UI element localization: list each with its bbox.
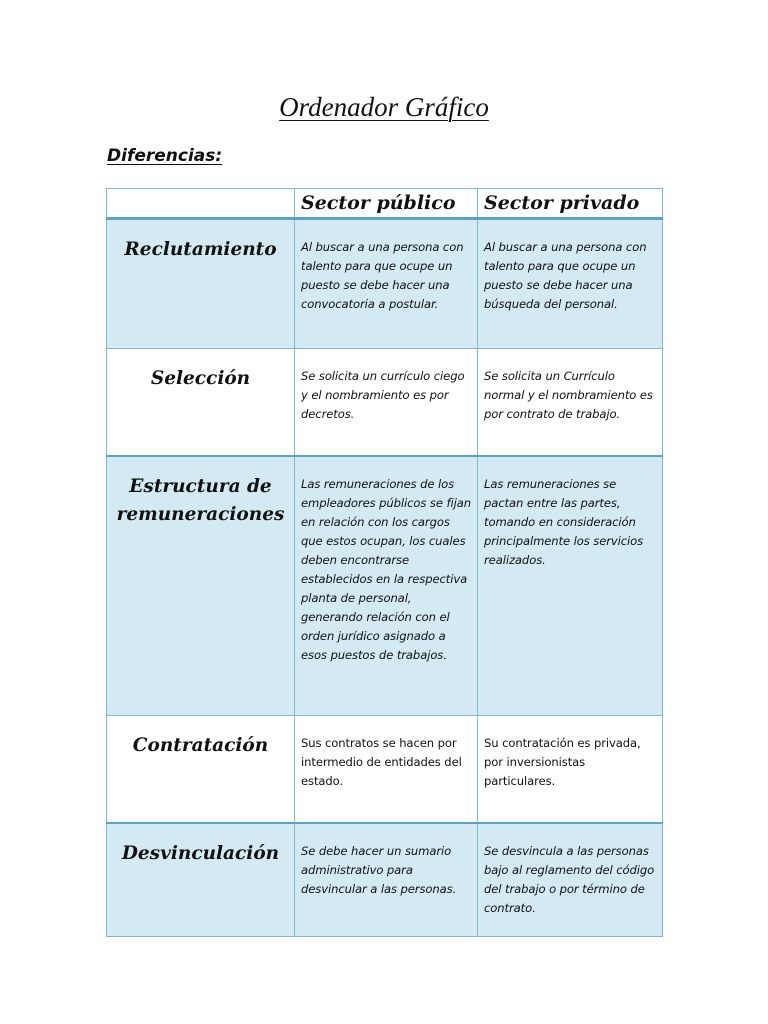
cell-publico: Al buscar a una persona con talento para que ocupe un puesto se debe hacer una convocatoria a postular.: [295, 219, 478, 349]
table-row: [107, 716, 663, 824]
table-header-row: [107, 189, 663, 219]
document-title: Ordenador Gráfico: [279, 92, 489, 122]
header-empty-cell: [107, 189, 295, 219]
cell-privado: Su contratación es privada, por inversionistas particulares.: [478, 716, 663, 824]
section-heading: Diferencias:: [107, 146, 223, 166]
row-label-estructura-remuneraciones: Estructura de remuneraciones: [107, 456, 295, 716]
table-row: [107, 219, 663, 349]
cell-privado: Se desvincula a las personas bajo al reglamento del código del trabajo o por término de contrato.: [478, 823, 663, 937]
row-label-desvinculacion: Desvinculación: [107, 823, 295, 937]
row-label-contratacion: Contratación: [107, 716, 295, 824]
cell-publico: Se debe hacer un sumario administrativo para desvincular a las personas.: [295, 823, 478, 937]
cell-privado: Al buscar a una persona con talento para que ocupe un puesto se debe hacer una búsqueda del personal.: [478, 219, 663, 349]
row-label-seleccion: Selección: [107, 349, 295, 457]
table-row: [107, 823, 663, 937]
header-sector-publico: Sector público: [295, 189, 478, 219]
cell-publico: Las remuneraciones de los empleadores públicos se fijan en relación con los cargos que estos ocupan, los cuales deben encontrarse establecidos en la respectiva planta de personal, generando relación con el orden jurídico asignado a esos puestos de trabajos.: [295, 456, 478, 716]
cell-privado: Se solicita un Currículo normal y el nombramiento es por contrato de trabajo.: [478, 349, 663, 457]
cell-publico: Sus contratos se hacen por intermedio de entidades del estado.: [295, 716, 478, 824]
cell-privado: Las remuneraciones se pactan entre las partes, tomando en consideración principalmente los servicios realizados.: [478, 456, 663, 716]
cell-publico: Se solicita un currículo ciego y el nombramiento es por decretos.: [295, 349, 478, 457]
comparison-table: [106, 188, 663, 937]
table-row: [107, 456, 663, 716]
table-row: [107, 349, 663, 457]
header-sector-privado: Sector privado: [478, 189, 663, 219]
row-label-reclutamiento: Reclutamiento: [107, 219, 295, 349]
